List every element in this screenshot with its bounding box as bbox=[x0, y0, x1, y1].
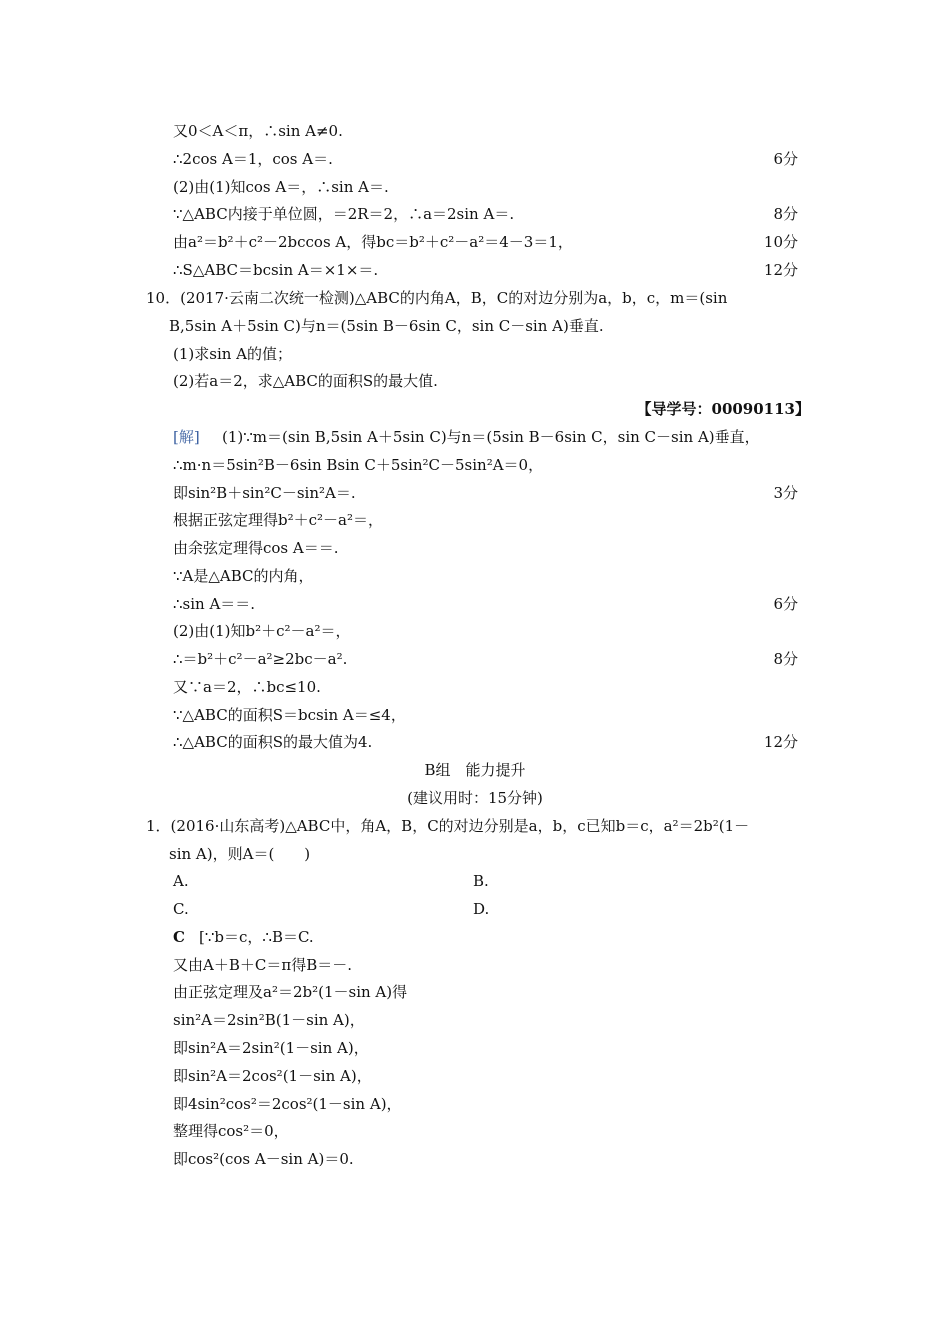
solution-text: 根据正弦定理得b²＋c²－a²＝， bbox=[173, 511, 383, 529]
section-title: B组 能力提升 bbox=[424, 761, 526, 779]
score-label: 6分 bbox=[773, 150, 798, 168]
choice-row bbox=[0, 868, 950, 895]
section-subtitle-line bbox=[0, 785, 950, 812]
solution-line bbox=[0, 118, 950, 145]
question-10-part-1: (1)求sin A的值； bbox=[173, 345, 293, 363]
solution-text: ∵A是△ABC的内角， bbox=[173, 567, 314, 585]
solution-text: 即sin²B＋sin²C－sin²A＝. bbox=[173, 484, 356, 502]
answer-line bbox=[0, 979, 950, 1006]
solution-text: 由a²＝b²＋c²－2bccos A，得bc＝b²＋c²－a²＝4－3＝1， bbox=[173, 233, 573, 251]
question-stem-line bbox=[0, 841, 950, 868]
solution-line bbox=[0, 507, 950, 534]
solution-line bbox=[0, 201, 950, 228]
answer-text: 由正弦定理及a²＝2b²(1－sin A)得 bbox=[173, 983, 408, 1001]
solution-line bbox=[0, 674, 950, 701]
choice-a: A. bbox=[173, 872, 189, 890]
solution-text: 由余弦定理得cos A＝＝. bbox=[173, 539, 339, 557]
question-10-stem-cont: B,5sin A＋5sin C)与n＝(5sin B－6sin C，sin C－sin A)垂直. bbox=[169, 317, 604, 335]
score-label: 8分 bbox=[773, 650, 798, 668]
answer-line bbox=[0, 952, 950, 979]
solution-line bbox=[0, 452, 950, 479]
score-label: 6分 bbox=[773, 595, 798, 613]
score-label: 3分 bbox=[773, 484, 798, 502]
answer-text: 又由A＋B＋C＝π得B＝－. bbox=[173, 956, 352, 974]
answer-text: 即sin²A＝2cos²(1－sin A)， bbox=[173, 1067, 372, 1085]
answer-line bbox=[0, 1118, 950, 1145]
solution-line bbox=[0, 563, 950, 590]
answer-text: 整理得cos²＝0， bbox=[173, 1122, 289, 1140]
question-stem-line bbox=[0, 313, 950, 340]
question-part bbox=[0, 368, 950, 395]
answer-text: 即4sin²cos²＝2cos²(1－sin A)， bbox=[173, 1095, 402, 1113]
solution-line bbox=[0, 729, 950, 756]
solution-text: ∴＝b²＋c²－a²≥2bc－a². bbox=[173, 650, 348, 668]
answer-line bbox=[0, 1091, 950, 1118]
answer-letter: C bbox=[173, 928, 185, 946]
choice-d: D. bbox=[473, 900, 490, 918]
question-10-stem: 10．(2017·云南二次统一检测)△ABC的内角A，B，C的对边分别为a，b，c，m＝(sin bbox=[146, 289, 728, 307]
solution-text: ∴S△ABC＝bcsin A＝×1×＝. bbox=[173, 261, 379, 279]
question-10-part-2: (2)若a＝2，求△ABC的面积S的最大值. bbox=[173, 372, 438, 390]
answer-line bbox=[0, 924, 950, 951]
solution-text: (2)由(1)知cos A＝，∴sin A＝. bbox=[173, 178, 389, 196]
solution-text: ∵△ABC的面积S＝bcsin A＝≤4， bbox=[173, 706, 406, 724]
question-stem-line bbox=[0, 813, 950, 840]
answer-text: [∵b＝c，∴B＝C. bbox=[199, 928, 314, 946]
solution-line bbox=[0, 535, 950, 562]
answer-text: sin²A＝2sin²B(1－sin A)， bbox=[173, 1011, 365, 1029]
solution-line bbox=[0, 257, 950, 284]
solution-line bbox=[0, 480, 950, 507]
solution-line bbox=[0, 146, 950, 173]
choice-b: B. bbox=[473, 872, 489, 890]
solution-text: 又∵a＝2，∴bc≤10. bbox=[173, 678, 321, 696]
question-b1-stem-cont: sin A)，则A＝( ) bbox=[169, 845, 311, 863]
answer-line bbox=[0, 1007, 950, 1034]
question-b1-stem: 1．(2016·山东高考)△ABC中，角A，B，C的对边分别是a，b，c已知b＝c，a²＝2b²(1－ bbox=[146, 817, 750, 835]
solution-label: [解] bbox=[173, 428, 200, 446]
score-label: 8分 bbox=[773, 205, 798, 223]
score-label: 10分 bbox=[763, 233, 798, 251]
answer-line bbox=[0, 1035, 950, 1062]
answer-text: 即cos²(cos A－sin A)＝0. bbox=[173, 1150, 354, 1168]
solution-text: (1)∵m＝(sin B,5sin A＋5sin C)与n＝(5sin B－6sin C，sin C－sin A)垂直， bbox=[222, 428, 760, 446]
section-subtitle: (建议用时：15分钟) bbox=[407, 789, 543, 807]
solution-line bbox=[0, 702, 950, 729]
solution-line bbox=[0, 618, 950, 645]
score-label: 12分 bbox=[763, 261, 798, 279]
choice-row bbox=[0, 896, 950, 923]
solution-text: ∴sin A＝＝. bbox=[173, 595, 256, 613]
guide-number-line bbox=[0, 396, 950, 423]
solution-line bbox=[0, 424, 950, 451]
solution-line bbox=[0, 646, 950, 673]
question-part bbox=[0, 341, 950, 368]
answer-text: 即sin²A＝2sin²(1－sin A)， bbox=[173, 1039, 369, 1057]
solution-line bbox=[0, 174, 950, 201]
solution-line bbox=[0, 229, 950, 256]
score-label: 12分 bbox=[763, 733, 798, 751]
solution-line bbox=[0, 591, 950, 618]
solution-text: ∵△ABC内接于单位圆，＝2R＝2，∴a＝2sin A＝. bbox=[173, 205, 515, 223]
answer-line bbox=[0, 1146, 950, 1173]
solution-text: ∴2cos A＝1，cos A＝. bbox=[173, 150, 333, 168]
guide-number: 【导学号：00090113】 bbox=[636, 400, 810, 418]
solution-text: ∴△ABC的面积S的最大值为4. bbox=[173, 733, 373, 751]
choice-c: C. bbox=[173, 900, 189, 918]
question-stem-line bbox=[0, 285, 950, 312]
solution-text: ∴m·n＝5sin²B－6sin Bsin C＋5sin²C－5sin²A＝0， bbox=[173, 456, 544, 474]
solution-text: 又0＜A＜π，∴sin A≠0. bbox=[173, 122, 343, 140]
solution-text: (2)由(1)知b²＋c²－a²＝， bbox=[173, 622, 351, 640]
section-heading-line bbox=[0, 757, 950, 784]
answer-line bbox=[0, 1063, 950, 1090]
